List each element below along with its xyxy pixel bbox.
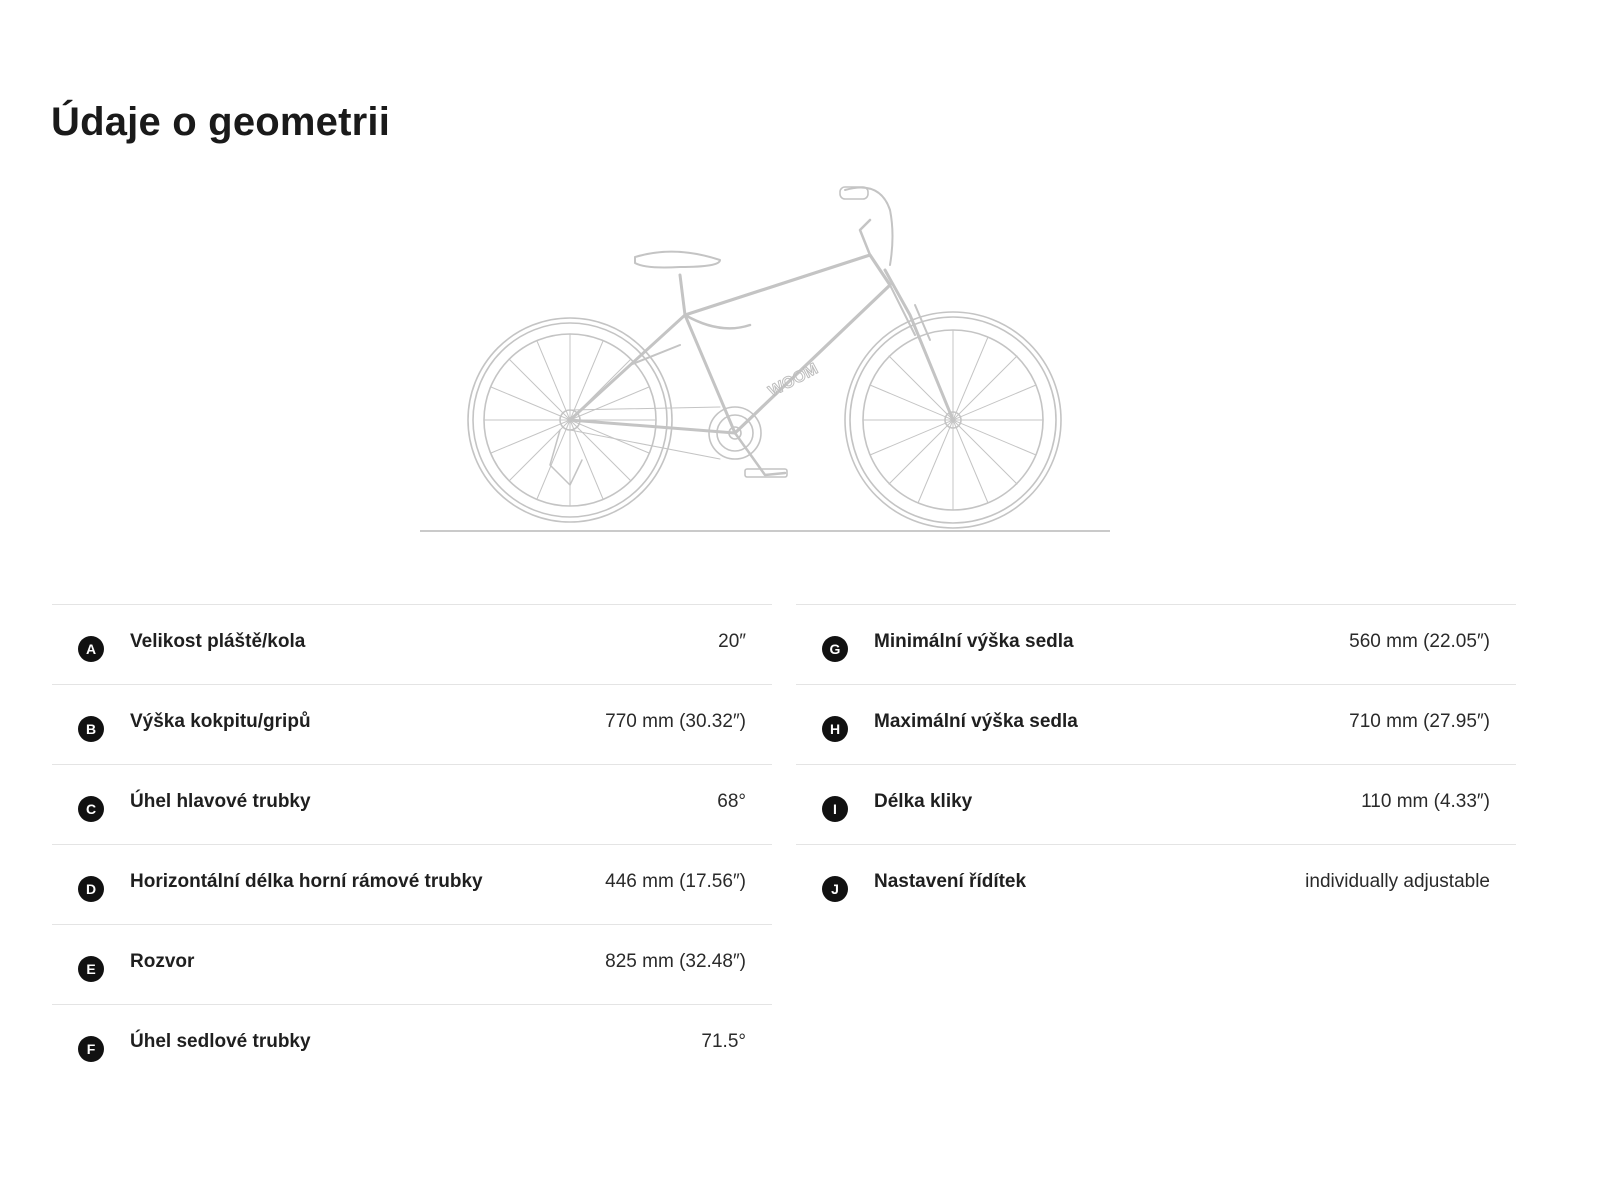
- geometry-table-right: [796, 604, 1516, 924]
- geometry-row: [52, 764, 772, 844]
- geometry-badge-d: D: [78, 876, 104, 902]
- geometry-badge-h: H: [822, 716, 848, 742]
- geometry-label: Úhel sedlové trubky: [130, 1031, 311, 1052]
- geometry-label: Velikost pláště/kola: [130, 631, 306, 652]
- geometry-value: 71.5°: [701, 1031, 746, 1052]
- geometry-label: Nastavení řídítek: [874, 871, 1027, 892]
- geometry-badge-g: G: [822, 636, 848, 662]
- geometry-label: Úhel hlavové trubky: [130, 791, 311, 812]
- geometry-badge-b: B: [78, 716, 104, 742]
- geometry-table-left: [52, 604, 772, 1084]
- geometry-label: Rozvor: [130, 951, 195, 972]
- geometry-value: 68°: [717, 791, 746, 812]
- geometry-row: [796, 604, 1516, 684]
- geometry-value: 110 mm (4.33″): [1361, 791, 1490, 812]
- bike-illustration: [420, 175, 1140, 555]
- geometry-value: 446 mm (17.56″): [605, 871, 746, 892]
- geometry-value: individually adjustable: [1305, 871, 1490, 892]
- geometry-badge-c: C: [78, 796, 104, 822]
- geometry-value: 560 mm (22.05″): [1349, 631, 1490, 652]
- geometry-row: [796, 844, 1516, 924]
- geometry-label: Délka kliky: [874, 791, 973, 812]
- geometry-badge-a: A: [78, 636, 104, 662]
- geometry-value: 770 mm (30.32″): [605, 711, 746, 732]
- geometry-row: [796, 684, 1516, 764]
- geometry-badge-i: I: [822, 796, 848, 822]
- geometry-badge-e: E: [78, 956, 104, 982]
- geometry-row: [796, 764, 1516, 844]
- bicycle-icon: [420, 175, 1140, 555]
- page-title: Údaje o geometrii: [51, 100, 391, 144]
- geometry-row: [52, 924, 772, 1004]
- geometry-label: Maximální výška sedla: [874, 711, 1078, 732]
- geometry-value: 710 mm (27.95″): [1349, 711, 1490, 732]
- geometry-row: [52, 1004, 772, 1084]
- geometry-badge-f: F: [78, 1036, 104, 1062]
- geometry-label: Horizontální délka horní rámové trubky: [130, 871, 483, 892]
- geometry-value: 825 mm (32.48″): [605, 951, 746, 972]
- geometry-badge-j: J: [822, 876, 848, 902]
- geometry-row: [52, 684, 772, 764]
- geometry-row: [52, 604, 772, 684]
- geometry-label: Minimální výška sedla: [874, 631, 1074, 652]
- geometry-row: [52, 844, 772, 924]
- svg-text:WOOM: WOOM: [765, 360, 821, 401]
- geometry-label: Výška kokpitu/gripů: [130, 711, 311, 732]
- geometry-value: 20″: [718, 631, 746, 652]
